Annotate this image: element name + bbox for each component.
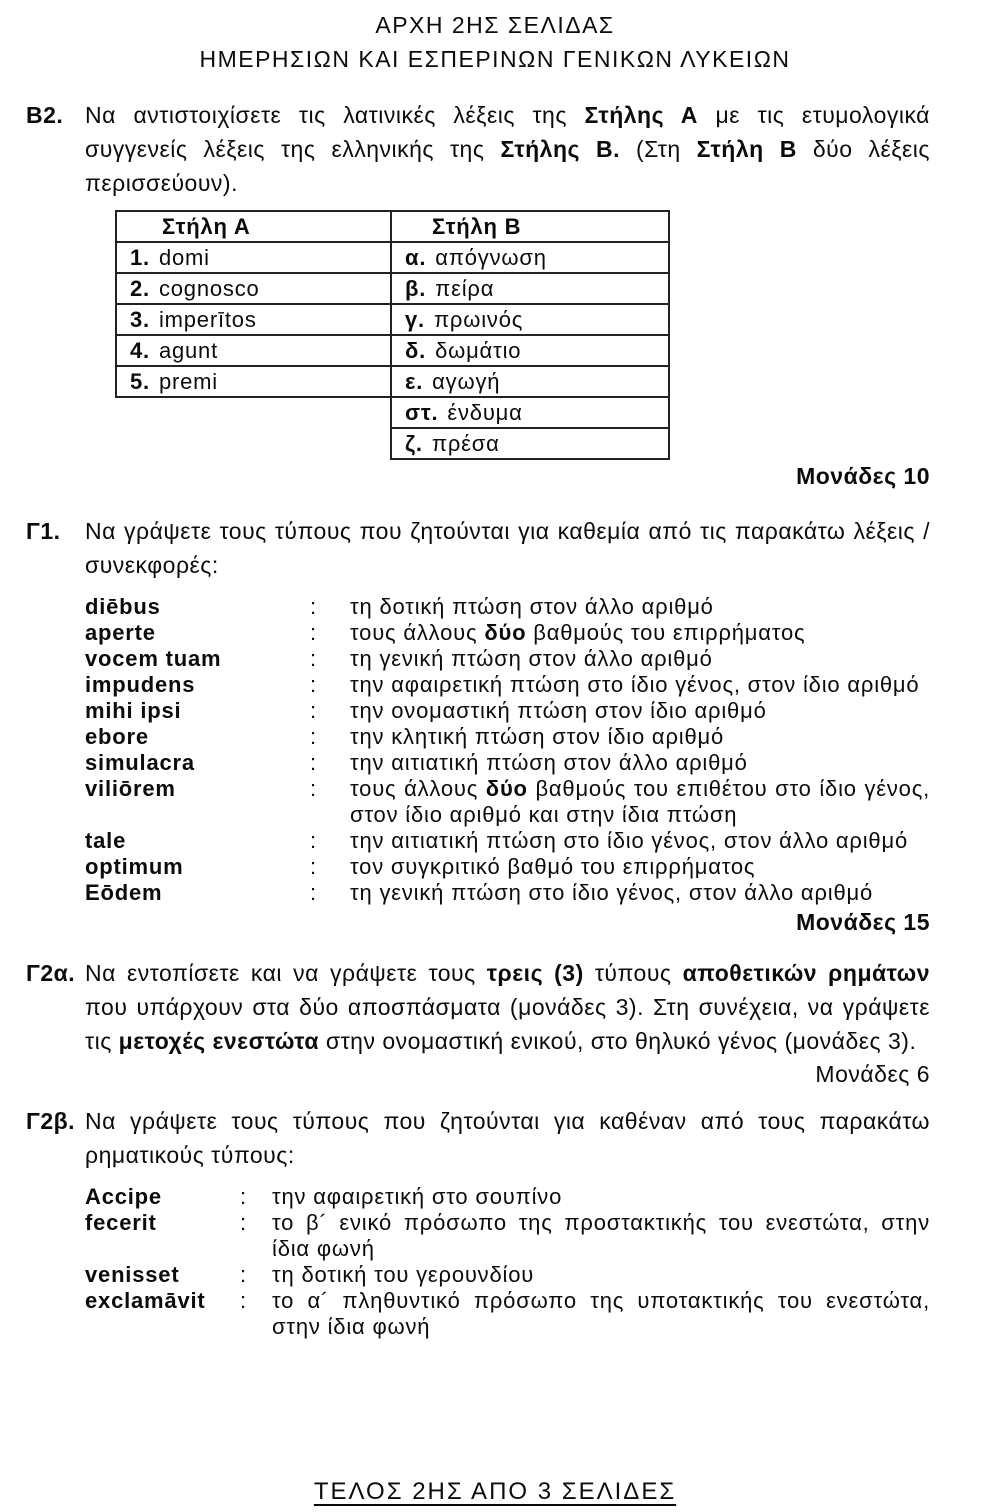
- table-cell-b-5: [390, 367, 670, 398]
- list-item-description: [272, 1210, 930, 1262]
- match-table-column-b: [390, 210, 670, 460]
- list-item: [85, 1184, 930, 1210]
- table-cell-b-3: [390, 305, 670, 336]
- text-segment: την αιτιατική πτώση στον άλλο αριθμό: [350, 750, 748, 775]
- page-header: [0, 0, 990, 76]
- cell-word: imperītos: [158, 306, 257, 332]
- table-cell-b-7: [390, 429, 670, 460]
- section-g2b: [0, 1104, 990, 1172]
- section-g1: [0, 514, 990, 582]
- section-g1-text: Να γράψετε τους τύπους που ζητούνται για καθεμία από τις παρακάτω λέξεις / συνεκφορές:: [85, 518, 930, 578]
- section-g2a-label: Γ2α.: [26, 960, 76, 986]
- list-item-colon: :: [240, 1288, 247, 1313]
- text-segment: Να αντιστοιχίσετε τις λατινικές λέξεις της: [85, 102, 585, 128]
- list-item-term: exclamāvit: [85, 1288, 206, 1313]
- section-g1-label: Γ1.: [26, 518, 61, 544]
- text-segment: (Στη: [619, 136, 697, 162]
- section-b2-text: [85, 98, 930, 200]
- text-segment: την αφαιρετική στο σουπίνο: [272, 1184, 563, 1209]
- cell-word: domi: [158, 244, 210, 270]
- list-item-description: [350, 776, 930, 828]
- text-segment: τη γενική πτώση στον άλλο αριθμό: [350, 646, 713, 671]
- section-g2b-text: Να γράψετε τους τύπους που ζητούνται για καθέναν από τους παρακάτω ρηματικούς τύπους:: [85, 1108, 930, 1168]
- table-cell-a-2: [115, 274, 392, 305]
- table-cell-a-5: [115, 367, 392, 398]
- text-segment-bold: Στήλης Β.: [500, 136, 620, 162]
- list-item-term: viliōrem: [85, 776, 176, 801]
- list-item-description: [272, 1288, 930, 1340]
- list-item-colon: :: [310, 594, 317, 619]
- list-item-description: [350, 698, 930, 724]
- table-cell-a-1: [115, 243, 392, 274]
- page-footer: ΤΕΛΟΣ 2ΗΣ ΑΠΟ 3 ΣΕΛΙΔΕΣ: [313, 1478, 677, 1505]
- cell-word: πρωινός: [433, 306, 524, 332]
- list-item-description: [350, 620, 930, 646]
- text-segment: την αιτιατική πτώση στο ίδιο γένος, στον άλλο αριθμό: [350, 828, 908, 853]
- list-item: [85, 1262, 930, 1288]
- list-item: [85, 880, 930, 906]
- text-segment-bold: αποθετικών ρημάτων: [682, 960, 931, 986]
- text-segment: τύπους: [583, 960, 683, 986]
- cell-letter: γ.: [405, 306, 425, 332]
- list-item-description: [350, 594, 930, 620]
- g2b-word-list: [85, 1184, 930, 1340]
- cell-letter: δ.: [405, 337, 427, 363]
- cell-number: 3.: [130, 306, 150, 332]
- list-item-description: [350, 854, 930, 880]
- table-cell-b-2: [390, 274, 670, 305]
- list-item-term: simulacra: [85, 750, 195, 775]
- text-segment: τη δοτική του γερουνδίου: [272, 1262, 535, 1287]
- cell-word: premi: [158, 368, 218, 394]
- list-item-colon: :: [240, 1184, 247, 1209]
- cell-number: 4.: [130, 337, 150, 363]
- list-item: [85, 1288, 930, 1340]
- points-b2: Μονάδες 10: [796, 463, 930, 489]
- list-item-term: tale: [85, 828, 127, 853]
- table-cell-b-6: [390, 398, 670, 429]
- text-segment: που υπάρχουν στα δύο αποσπάσματα (μονάδες 3). Στη συνέχεια, να γράψετε τις: [85, 994, 930, 1054]
- cell-word: πείρα: [435, 275, 495, 301]
- list-item-term: impudens: [85, 672, 196, 697]
- table-header-b: Στήλη Β: [390, 210, 670, 243]
- list-item-colon: :: [310, 698, 317, 723]
- list-item: [85, 672, 930, 698]
- list-item-description: [350, 828, 930, 854]
- text-segment: Να εντοπίσετε και να γράψετε τους: [85, 960, 487, 986]
- cell-word: ένδυμα: [447, 399, 523, 425]
- list-item-term: Accipe: [85, 1184, 162, 1209]
- cell-number: 2.: [130, 275, 150, 301]
- cell-letter: α.: [405, 244, 427, 270]
- table-cell-a-4: [115, 336, 392, 367]
- list-item-description: [272, 1184, 930, 1210]
- text-segment-bold: δύο: [485, 776, 528, 801]
- list-item-term: mihi ipsi: [85, 698, 182, 723]
- list-item-colon: :: [240, 1210, 247, 1235]
- section-b2: [0, 98, 990, 200]
- points-g1: Μονάδες 15: [796, 909, 930, 935]
- cell-word: agunt: [158, 337, 219, 363]
- list-item-description: [350, 724, 930, 750]
- list-item-colon: :: [310, 776, 317, 801]
- cell-letter: ε.: [405, 368, 424, 394]
- text-segment-bold: Στήλης Α: [584, 102, 698, 128]
- list-item-colon: :: [240, 1262, 247, 1287]
- text-segment: με τις ετυμολογικά συγγενείς λέξεις της ελληνικής της: [85, 102, 930, 162]
- text-segment: την ονομαστική πτώση στον ίδιο αριθμό: [350, 698, 767, 723]
- text-segment-bold: Στήλη Β: [696, 136, 797, 162]
- list-item-colon: :: [310, 672, 317, 697]
- list-item: [85, 698, 930, 724]
- section-g2a: [0, 956, 990, 1058]
- list-item-description: [350, 880, 930, 906]
- list-item-description: [350, 750, 930, 776]
- match-table: [115, 210, 990, 460]
- cell-letter: στ.: [405, 399, 439, 425]
- text-segment: το β´ ενικό πρόσωπο της προστακτικής του ενεστώτα, στην ίδια φωνή: [272, 1210, 930, 1261]
- list-item: [85, 594, 930, 620]
- match-table-column-a: [115, 210, 392, 398]
- cell-word: πρέσα: [431, 430, 500, 456]
- text-segment: τη δοτική πτώση στον άλλο αριθμό: [350, 594, 714, 619]
- list-item-term: vocem tuam: [85, 646, 222, 671]
- list-item: [85, 828, 930, 854]
- list-item-colon: :: [310, 724, 317, 749]
- text-segment-bold: δύο: [484, 620, 527, 645]
- cell-number: 5.: [130, 368, 150, 394]
- text-segment: τη γενική πτώση στο ίδιο γένος, στον άλλο αριθμό: [350, 880, 873, 905]
- list-item: [85, 750, 930, 776]
- table-header-a: Στήλη Α: [115, 210, 392, 243]
- text-segment: την αφαιρετική πτώση στο ίδιο γένος, στον ίδιο αριθμό: [350, 672, 920, 697]
- list-item-description: [350, 672, 930, 698]
- cell-letter: ζ.: [405, 430, 423, 456]
- text-segment: το α´ πληθυντικό πρόσωπο της υποτακτικής του ενεστώτα, στην ίδια φωνή: [272, 1288, 930, 1339]
- list-item-term: optimum: [85, 854, 184, 879]
- list-item-term: ebore: [85, 724, 149, 749]
- points-g2a: Μονάδες 6: [815, 1061, 930, 1087]
- section-b2-label: Β2.: [26, 102, 64, 128]
- list-item: [85, 1210, 930, 1262]
- list-item-colon: :: [310, 828, 317, 853]
- list-item: [85, 776, 930, 828]
- list-item-term: venisset: [85, 1262, 180, 1287]
- page-header-line1: ΑΡΧΗ 2ΗΣ ΣΕΛΙΔΑΣ: [375, 12, 615, 38]
- list-item-term: diēbus: [85, 594, 161, 619]
- text-segment: τους άλλους: [350, 776, 486, 801]
- g1-word-list: [85, 594, 930, 906]
- list-item-term: Eōdem: [85, 880, 163, 905]
- list-item: [85, 646, 930, 672]
- table-cell-b-4: [390, 336, 670, 367]
- list-item-term: aperte: [85, 620, 156, 645]
- text-segment: την κλητική πτώση στον ίδιο αριθμό: [350, 724, 725, 749]
- text-segment-bold: μετοχές ενεστώτα: [118, 1028, 320, 1054]
- list-item-term: fecerit: [85, 1210, 157, 1235]
- list-item-description: [350, 646, 930, 672]
- cell-letter: β.: [405, 275, 427, 301]
- text-segment-bold: τρεις (3): [486, 960, 584, 986]
- list-item: [85, 620, 930, 646]
- text-segment: δύο λέξεις περισσεύουν).: [85, 136, 930, 196]
- section-g2b-label: Γ2β.: [26, 1108, 76, 1134]
- cell-word: απόγνωση: [435, 244, 547, 270]
- list-item-colon: :: [310, 880, 317, 905]
- table-cell-a-3: [115, 305, 392, 336]
- text-segment: βαθμούς του επιθέτου στο ίδιο γένος, στον ίδιο αριθμό και στην ίδια πτώση: [350, 776, 931, 827]
- cell-number: 1.: [130, 244, 150, 270]
- list-item-colon: :: [310, 854, 317, 879]
- text-segment: τον συγκριτικό βαθμό του επιρρήματος: [350, 854, 756, 879]
- list-item-colon: :: [310, 620, 317, 645]
- cell-word: αγωγή: [432, 368, 501, 394]
- cell-word: cognosco: [158, 275, 260, 301]
- list-item: [85, 854, 930, 880]
- page-header-line2: ΗΜΕΡΗΣΙΩΝ ΚΑΙ ΕΣΠΕΡΙΝΩΝ ΓΕΝΙΚΩΝ ΛΥΚΕΙΩΝ: [199, 46, 791, 72]
- cell-word: δωμάτιο: [435, 337, 522, 363]
- list-item: [85, 724, 930, 750]
- list-item-colon: :: [310, 646, 317, 671]
- text-segment: τους άλλους: [350, 620, 485, 645]
- text-segment: στην ονομαστική ενικού, στο θηλυκό γένος (μονάδες 3).: [319, 1028, 917, 1054]
- list-item-colon: :: [310, 750, 317, 775]
- table-cell-b-1: [390, 243, 670, 274]
- list-item-description: [272, 1262, 930, 1288]
- text-segment: βαθμούς του επιρρήματος: [526, 620, 806, 645]
- section-g2a-text: [85, 956, 930, 1058]
